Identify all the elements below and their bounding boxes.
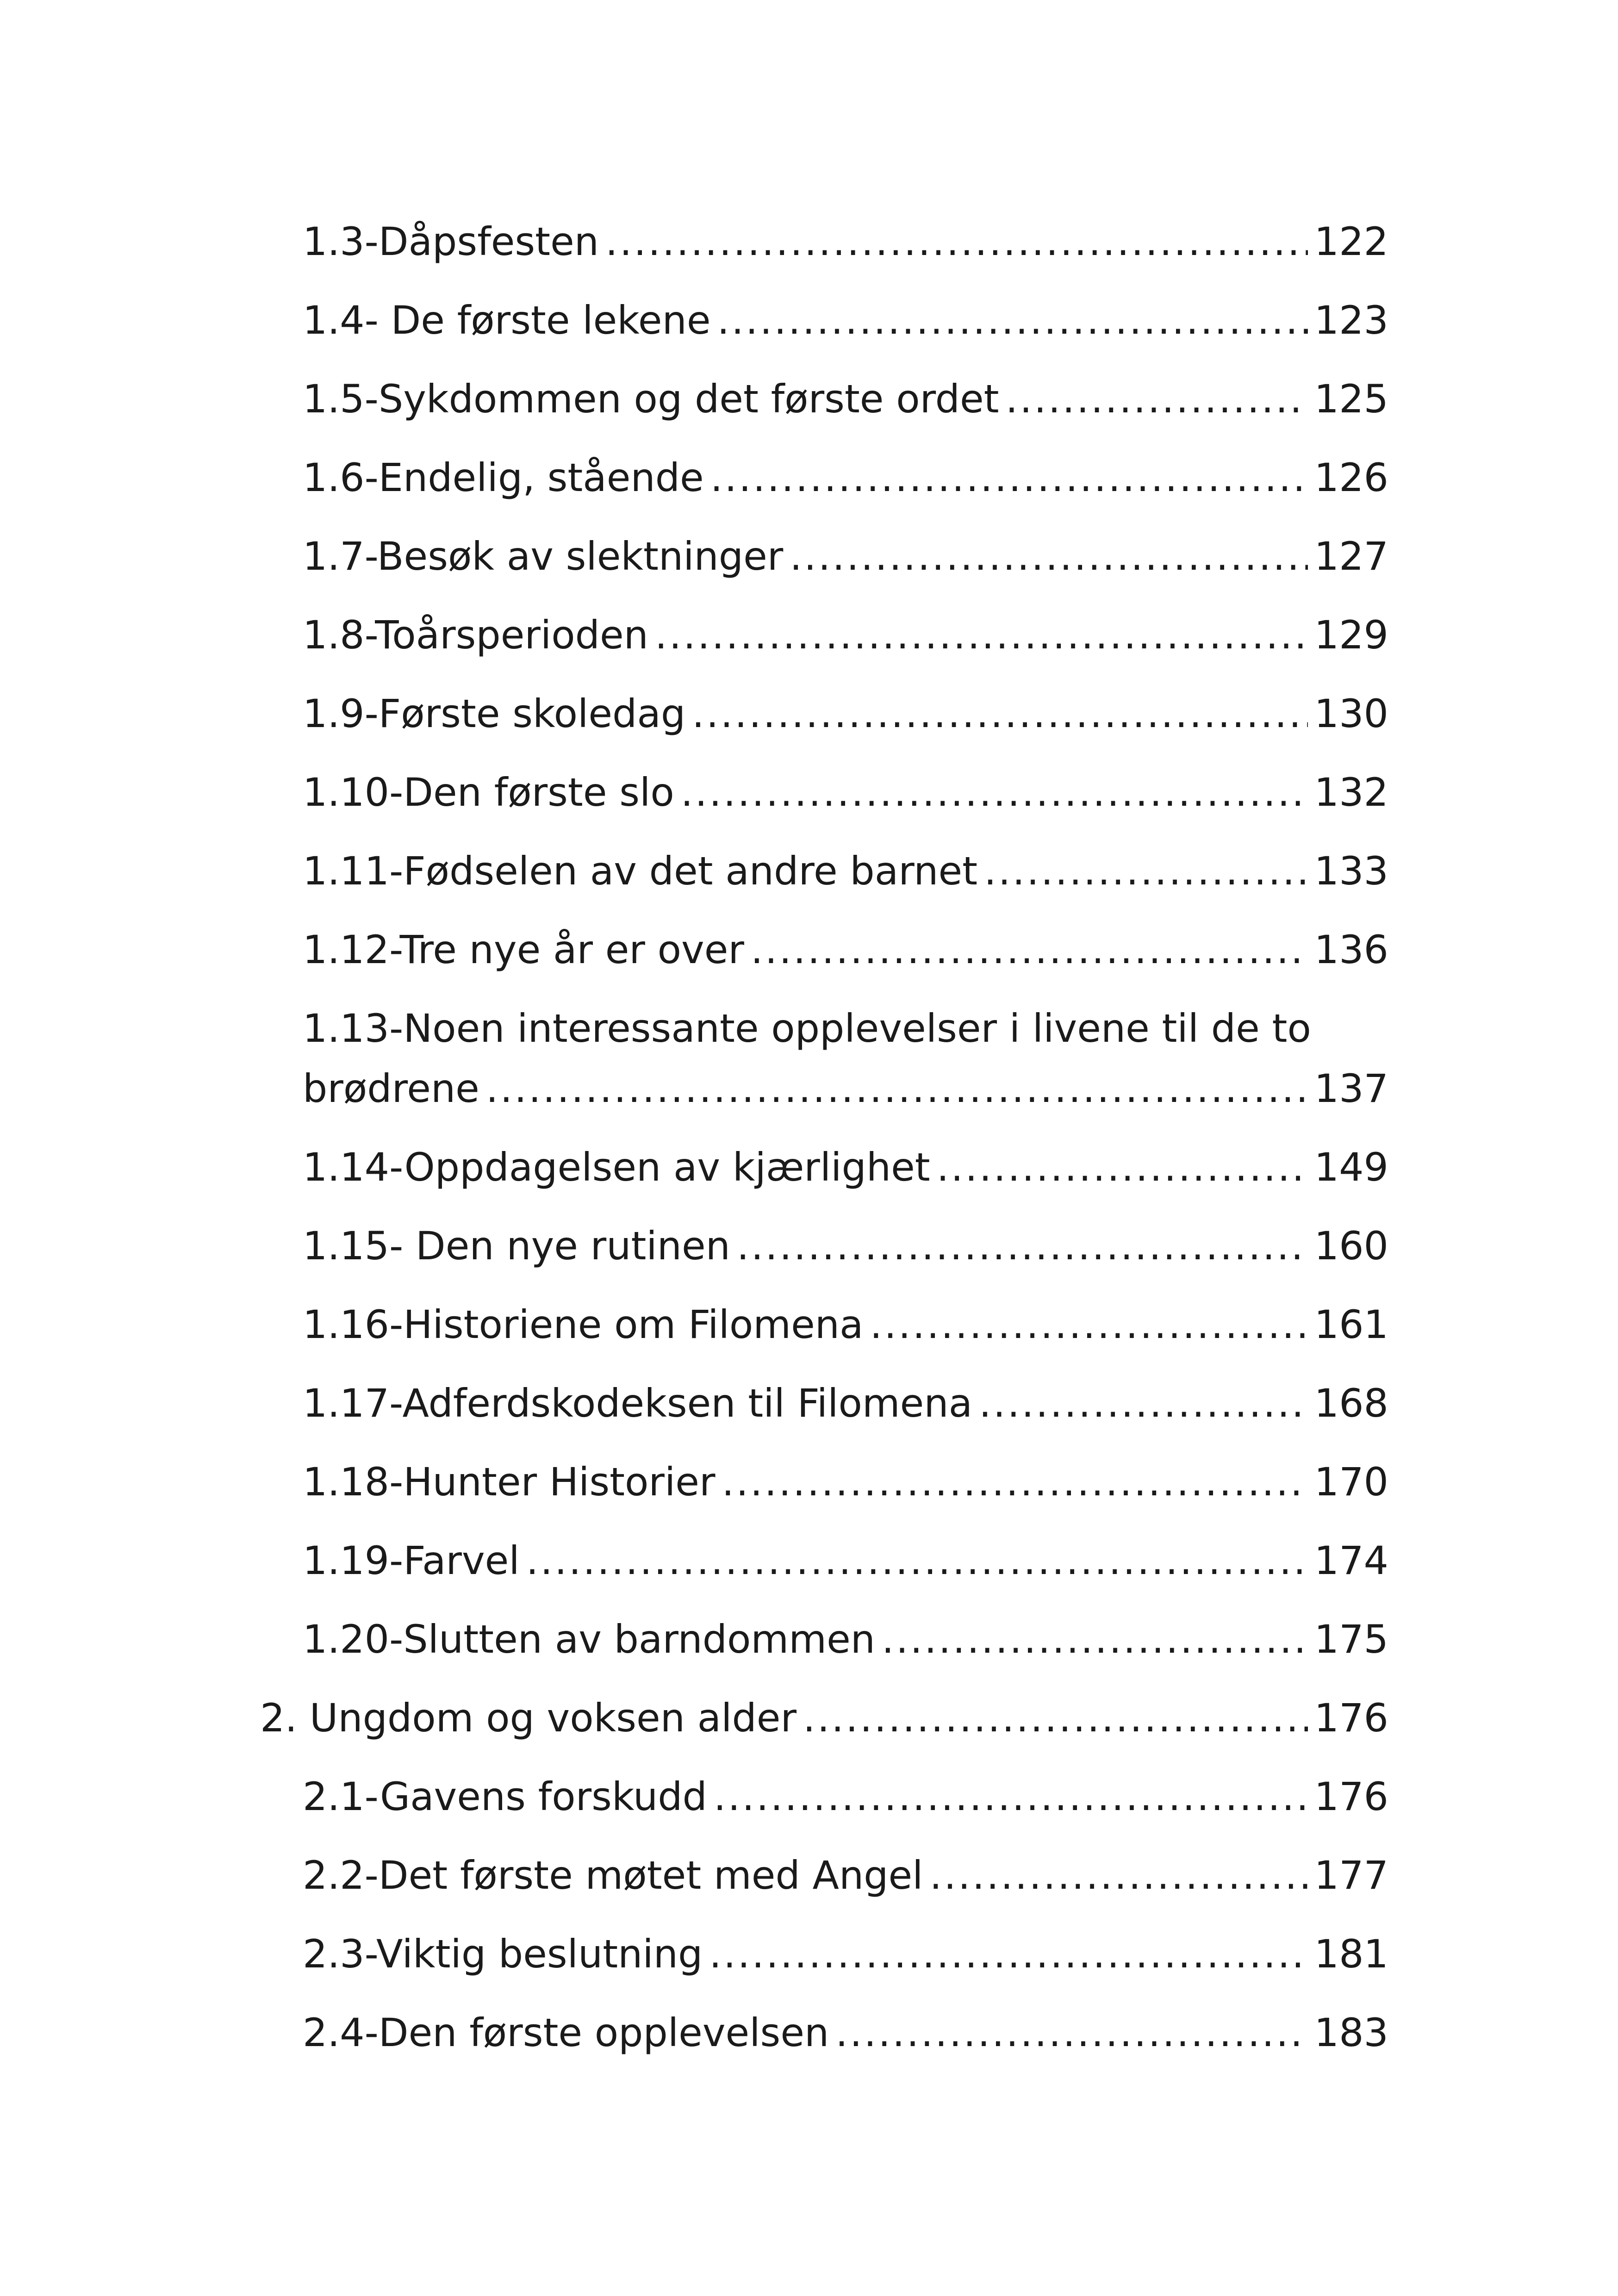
dot-leader: [717, 288, 1308, 353]
toc-entry-page: 125: [1314, 376, 1388, 422]
toc-entry-title: 1.20-Slutten av barndommen: [303, 1617, 875, 1662]
toc-entry[interactable]: [303, 760, 1388, 825]
toc-entry-title: 1.5-Sykdommen og det første ordet: [303, 376, 999, 422]
toc-entry-page: 149: [1314, 1145, 1388, 1190]
dot-leader: [709, 1922, 1307, 1986]
toc-entry-page: 126: [1314, 455, 1388, 500]
dot-leader: [790, 524, 1307, 589]
toc-entry-page: 183: [1314, 2010, 1388, 2055]
dot-leader: [803, 1686, 1308, 1750]
toc-entry[interactable]: [303, 917, 1388, 982]
toc-entry-page: 168: [1314, 1381, 1388, 1426]
toc-entry-title: 1.8-Toårsperioden: [303, 612, 648, 658]
dot-leader: [937, 1135, 1308, 1200]
toc-entry-page: 170: [1314, 1459, 1388, 1505]
toc-entry[interactable]: [303, 1135, 1388, 1200]
toc-entry-page: 133: [1314, 848, 1388, 894]
dot-leader: [984, 839, 1308, 903]
toc-entry[interactable]: [303, 2000, 1388, 2065]
toc-entry[interactable]: [303, 209, 1388, 274]
dot-leader: [751, 917, 1308, 982]
toc-entry-title: 1.18-Hunter Historier: [303, 1459, 716, 1505]
toc-entry[interactable]: [303, 1450, 1388, 1514]
toc-entry[interactable]: [303, 1843, 1388, 1908]
toc-chapter-entry[interactable]: [260, 1686, 1388, 1750]
toc-entry[interactable]: [303, 1371, 1388, 1436]
toc-entry-page: 160: [1314, 1223, 1388, 1269]
toc-entry-page: 181: [1314, 1931, 1388, 1977]
toc-entry-title: 1.4- De første lekene: [303, 298, 711, 343]
toc-entry-page: 132: [1314, 770, 1388, 815]
toc-entry-title: 1.12-Tre nye år er over: [303, 927, 744, 972]
toc-entry-page: 174: [1314, 1538, 1388, 1583]
dot-leader: [835, 2000, 1307, 2065]
toc-entry-title: 1.10-Den første slo: [303, 770, 674, 815]
dot-leader: [486, 1056, 1308, 1121]
toc-entry-title: 1.3-Dåpsfesten: [303, 219, 599, 264]
toc-entry-title: 2.4-Den første opplevelsen: [303, 2010, 829, 2055]
dot-leader: [605, 209, 1308, 274]
dot-leader: [714, 1764, 1308, 1829]
toc-entry-title: 2.2-Det første møtet med Angel: [303, 1853, 923, 1898]
dot-leader: [692, 681, 1307, 746]
toc-entry[interactable]: [303, 603, 1388, 667]
toc-entry-page: 176: [1314, 1695, 1388, 1741]
toc-entry[interactable]: [303, 1213, 1388, 1278]
toc-entry[interactable]: [303, 681, 1388, 746]
toc-entry-title: 2. Ungdom og voksen alder: [260, 1695, 797, 1741]
toc-entry-title: 1.9-Første skoledag: [303, 691, 686, 736]
toc-entry-page: 161: [1314, 1302, 1388, 1347]
toc-entry[interactable]: [303, 839, 1388, 903]
toc-entry-title: 1.11-Fødselen av det andre barnet: [303, 848, 978, 894]
toc-entry-title-line1[interactable]: 1.13-Noen interessante opplevelser i livene til de to: [303, 1006, 1311, 1051]
dot-leader: [882, 1607, 1308, 1672]
toc-entry[interactable]: [303, 1607, 1388, 1672]
toc-entry-title: 2.3-Viktig beslutning: [303, 1931, 703, 1977]
toc-entry[interactable]: [303, 1292, 1388, 1357]
toc-entry-title: brødrene: [303, 1066, 479, 1111]
dot-leader: [979, 1371, 1308, 1436]
dot-leader: [526, 1528, 1308, 1593]
toc-entry-page: 136: [1314, 927, 1388, 972]
toc-entry-page: 175: [1314, 1617, 1388, 1662]
dot-leader: [1006, 367, 1308, 431]
dot-leader: [737, 1213, 1308, 1278]
toc-entry-page: 137: [1314, 1066, 1388, 1111]
toc-entry[interactable]: [303, 1056, 1388, 1121]
toc-entry-title: 1.7-Besøk av slektninger: [303, 534, 784, 579]
toc-entry[interactable]: [303, 524, 1388, 589]
toc-entry-title: 1.6-Endelig, stående: [303, 455, 704, 500]
toc-entry-title: 1.17-Adferdskodeksen til Filomena: [303, 1381, 973, 1426]
toc-entry-page: 130: [1314, 691, 1388, 736]
dot-leader: [710, 445, 1308, 510]
toc-entry-page: 129: [1314, 612, 1388, 658]
dot-leader: [722, 1450, 1308, 1514]
toc-entry[interactable]: [303, 1764, 1388, 1829]
toc-entry[interactable]: [303, 367, 1388, 431]
toc-entry-title: 1.15- Den nye rutinen: [303, 1223, 730, 1269]
toc-entry-page: 123: [1314, 298, 1388, 343]
toc-entry[interactable]: [303, 1922, 1388, 1986]
dot-leader: [655, 603, 1308, 667]
toc-entry[interactable]: [303, 445, 1388, 510]
toc-entry-page: 122: [1314, 219, 1388, 264]
toc-entry-page: 177: [1314, 1853, 1388, 1898]
toc-entry-page: 176: [1314, 1774, 1388, 1819]
toc-entry-title: 2.1-Gavens forskudd: [303, 1774, 707, 1819]
toc-entry-page: 127: [1314, 534, 1388, 579]
toc-entry-title: 1.14-Oppdagelsen av kjærlighet: [303, 1145, 930, 1190]
toc-entry[interactable]: [303, 1528, 1388, 1593]
toc-entry[interactable]: [303, 288, 1388, 353]
dot-leader: [681, 760, 1308, 825]
dot-leader: [930, 1843, 1308, 1908]
toc-entry-title: 1.19-Farvel: [303, 1538, 520, 1583]
dot-leader: [870, 1292, 1308, 1357]
toc-entry-title: 1.16-Historiene om Filomena: [303, 1302, 864, 1347]
